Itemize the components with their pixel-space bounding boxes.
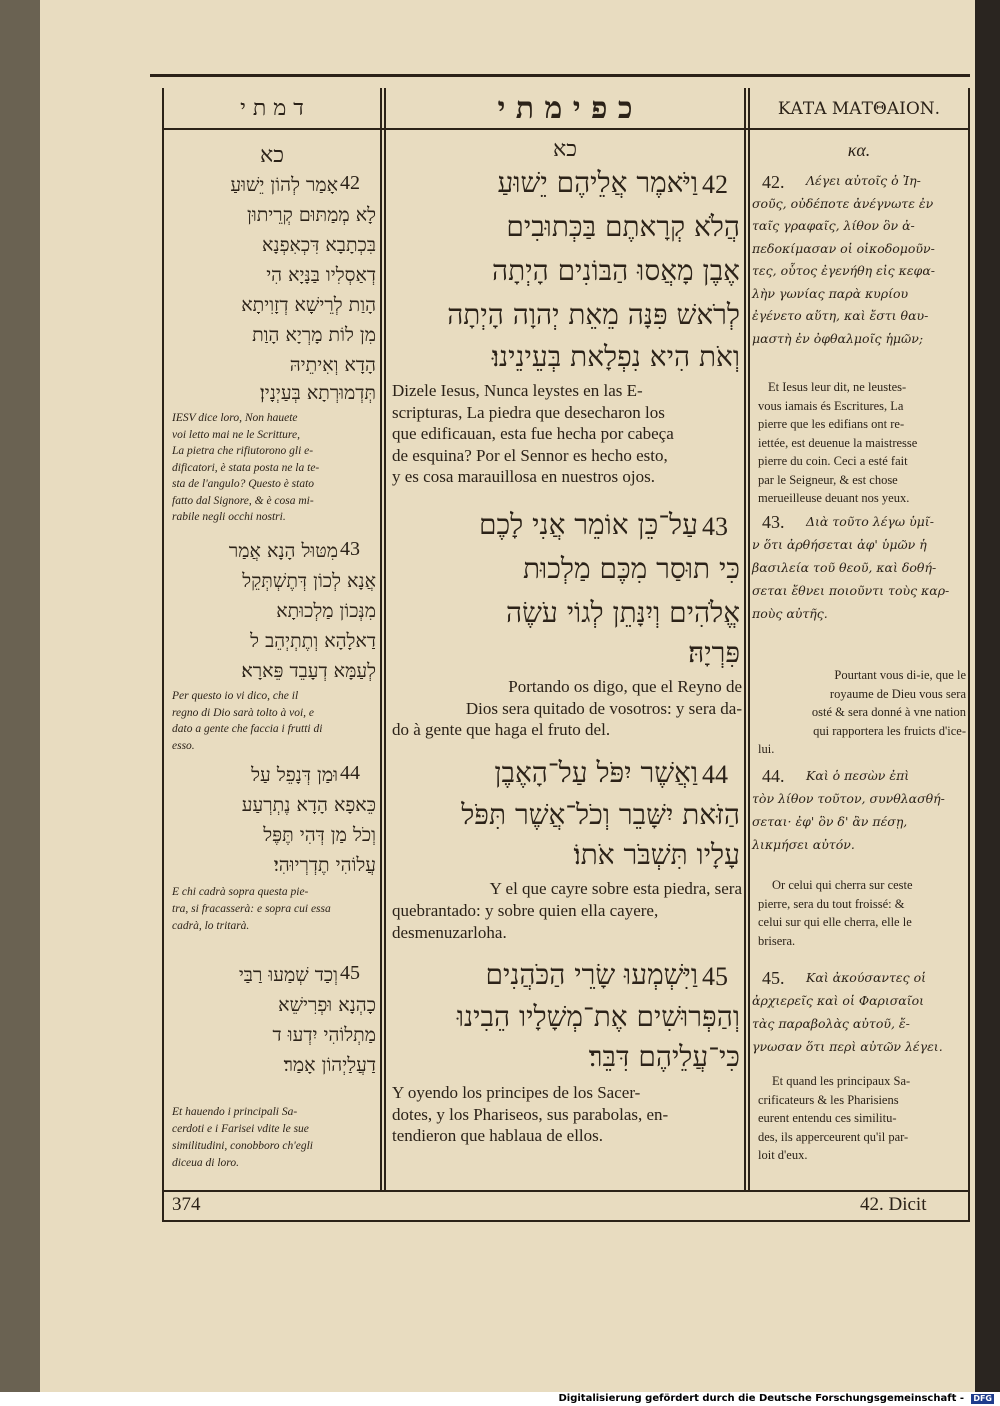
french-translation-42 [758, 378, 966, 508]
hebrew-line: וַיִּשְׁמְעוּ שָׂרֵי הַכֹּהֲנִים [485, 958, 698, 991]
greek-line: ἀρχιερεῖς καὶ οἱ Φαρισαῖοι [752, 993, 925, 1008]
french-line: des, ils apperceurent qu'il par- [758, 1129, 909, 1144]
greek-line: τες, οὗτος ἐγενήθη εἰς κεφα- [752, 263, 935, 278]
french-line: pierre du coin. Ceci a esté fait [758, 454, 908, 468]
spanish-translation-44 [392, 878, 742, 944]
spanish-line: desmenuzarloha. [392, 923, 507, 942]
greek-line: Διὰ τοῦτο λέγω ὑμῖ- [806, 514, 934, 529]
french-line: vous iamais és Escritures, La [758, 398, 904, 413]
aramaic-line: לְעַמָּא דְעָבֵד פֵּארָא׃ [241, 660, 376, 682]
aramaic-line: הָדָא וְאִיתֵיהּ [289, 354, 376, 376]
column-rule-2 [744, 88, 746, 1192]
french-translation-44 [758, 876, 966, 950]
spanish-line: que edificauan, esta fue hecha por cabeça [392, 424, 674, 443]
greek-line: τὰς παραβολὰς αὐτοῦ, ἔ- [752, 1016, 910, 1031]
greek-translation-44 [752, 764, 966, 856]
hebrew-line: כִּי־עֲלֵיהֶם דִּבֵּר׃ [588, 1040, 740, 1073]
column-rule-left [162, 88, 164, 1222]
italian-line: E chi cadrà sopra questa pie- [172, 886, 309, 898]
aramaic-line: בִּכְתָבָא דִּכְאִפְנָא [262, 234, 376, 256]
header-aramaic: ד מ ת י [240, 96, 304, 121]
column-rule-1 [380, 88, 382, 1192]
italian-line: IESV dice loro, Non hauete [172, 412, 298, 424]
hebrew-line: וְהַפְּרוּשִׁים אֶת־מְשָׁלָיו הֵבִינוּ [456, 1000, 740, 1033]
hebrew-line: לְרֹאשׁ פִּנָּה מֵאֵת יְהוָה הָיְתָה [447, 298, 740, 331]
italian-line: dato a gente che faccia i frutti di [172, 723, 323, 735]
italian-translation-42 [172, 410, 378, 526]
italian-line: esso. [172, 739, 195, 752]
french-line: osté & sera donné à vne nation [811, 705, 966, 719]
aramaic-line: תְּדְמוּרְתָא בְּעַיְנָין׃ [259, 382, 376, 404]
greek-verse-number-43: 43. [762, 512, 785, 532]
hebrew-line: אֱלֹהִים וְיִנָּתֵן לְגוֹי עֹשֶׂה [506, 596, 740, 629]
spanish-line: Dios sera quitado de vosotros: y sera da- [465, 698, 742, 718]
french-line: Et Iesus leur dit, ne leustes- [768, 380, 907, 394]
french-translation-45 [758, 1072, 966, 1165]
greek-verse-number-44: 44. [762, 766, 785, 786]
hebrew-line: עָלָיו תִּשְׁבֹּר אֹתוֹ׃ [573, 838, 740, 871]
digitization-credit: Digitalisierung gefördert durch die Deutsche Forschungsgemeinschaft - [558, 1393, 964, 1404]
greek-line: Λέγει αὐτοῖς ὁ Ἰη- [806, 173, 921, 188]
aramaic-line: עֲלוֹהִי תֶדְרְיוּהִי׃ [273, 854, 376, 876]
greek-line: πεδοκίμασαν οἱ οἰκοδομοῦν- [752, 240, 935, 256]
greek-translation-43 [752, 510, 966, 625]
header-hebrew: כ פ י מ ת י [497, 91, 633, 126]
french-line: qui rapportera les fruicts d'ice- [813, 723, 966, 738]
aramaic-verse-number-42: 42 [340, 172, 360, 194]
greek-verse-number-42: 42. [762, 172, 785, 192]
italian-line: Per questo io vi dico, che il [172, 690, 299, 702]
spanish-translation-45 [392, 1082, 742, 1147]
french-line: brisera. [758, 933, 796, 948]
aramaic-verse-number-45: 45 [340, 962, 360, 984]
hebrew-verse-number-45: 45 [702, 962, 728, 991]
hebrew-line: כִּי תוּסַר מִכֶּם מַלְכוּת [522, 552, 740, 585]
column-rule-2b [748, 88, 750, 1192]
hebrew-line: וְאֹת הִיא נִפְלָאת בְּעֵינֵינוּ׃ [491, 340, 740, 373]
greek-verse-number-45: 45. [762, 968, 785, 988]
hebrew-line: וַיֹּאמֶר אֲלֵיהֶם יֵשׁוּעַ [497, 166, 698, 199]
greek-line: σεται ἔθνει ποιοῦντι τοὺς καρ- [752, 583, 950, 598]
italian-translation-45 [172, 1104, 378, 1172]
greek-line: λὴν γωνίας παρὰ κυρίου [752, 285, 909, 301]
greek-line: Καὶ ἀκούσαντες οἱ [806, 970, 927, 985]
bottom-rule [162, 1190, 970, 1192]
header-greek: ΚΑΤΑ ΜΑΤΘΑΙΟΝ. [777, 99, 941, 119]
italian-line: La pietra che rifiutorono gli e- [172, 445, 314, 457]
french-line: Et quand les principaux Sa- [772, 1074, 911, 1088]
hebrew-line: פִּרְיָהּ׃ [688, 636, 740, 669]
hebrew-line: הֲלֹא קְרָאתֶם בַּכְּתוּבִים [506, 210, 740, 243]
spanish-line: Y oyendo los principes de los Sacer- [392, 1083, 641, 1102]
aramaic-verse-number-44: 44 [340, 762, 360, 784]
aramaic-line: אֲנָא לְכוֹן דְּתֶשְׁתְּקֵל [242, 570, 376, 592]
aramaic-line: וְכַד שְׁמַעוּ רַבַּי [238, 964, 338, 986]
greek-line: ἐγένετο αὕτη, καὶ ἔστι θαυ- [752, 308, 929, 323]
column-rule-1b [384, 88, 386, 1192]
spanish-line: quebrantado: y sobre quien ella cayere, [392, 901, 659, 920]
book-page [40, 0, 975, 1392]
french-line: merueilleuse deuant nos yeux. [758, 491, 910, 505]
greek-line: τὸν λίθον τοῦτον, συνθλασθή- [752, 791, 945, 806]
french-line: par le Seigneur, & est chose [758, 472, 898, 487]
french-line: loit d'eux. [758, 1148, 808, 1162]
italian-translation-43 [172, 688, 378, 754]
french-line: iettée, est deuenue la maistresse [758, 435, 918, 450]
chapter-greek: κα. [847, 140, 871, 160]
aramaic-line: לָא מְמַתּוּם קְרֵיתוּן [247, 204, 376, 226]
spanish-line: Portando os digo, que el Reyno de [508, 677, 742, 696]
digitization-footer [0, 1392, 1000, 1406]
french-line: pierre que les edifians ont re- [758, 417, 905, 431]
spanish-line: scripturas, La piedra que desecharon los [392, 402, 665, 422]
italian-translation-44 [172, 884, 378, 935]
hebrew-verse-number-44: 44 [702, 760, 728, 789]
aramaic-line: דַאלָהָא וְתֶתְיְהֵב ל [250, 630, 376, 652]
french-translation-43 [758, 666, 966, 759]
italian-line: tra, si fracasserà: e sopra cui essa [172, 903, 331, 915]
scan-right-edge [975, 0, 1000, 1392]
catchword: 42. Dicit [860, 1194, 927, 1215]
aramaic-line: הָוַת לְרֵישָׁא דְזָוִיתָא [241, 294, 376, 316]
italian-line: rabile negli occhi nostri. [172, 511, 286, 523]
greek-line: ποὺς αὐτῆς. [752, 606, 828, 621]
spanish-line: dotes, y los Phariseos, sus parabolas, en- [392, 1104, 669, 1124]
italian-line: diceua di loro. [172, 1157, 239, 1169]
french-line: Pourtant vous di-ie, que le [834, 668, 966, 682]
spanish-line: y es cosa marauillosa en nuestros ojos. [392, 467, 655, 486]
hebrew-verse-number-43: 43 [702, 512, 728, 541]
aramaic-line: כֵּאפָא הָדָא נֶתְרְעַע [241, 794, 376, 816]
aramaic-line: דַעֲלַיְהוֹן אָמַר׃ [283, 1054, 376, 1076]
aramaic-line: כָהְנָא וּפְרִישֵׁא [278, 994, 376, 1016]
hebrew-line: הַזֹּאת יִשָּׁבֵר וְכֹל־אֲשֶׁר תִּפֹּל [461, 798, 740, 831]
spanish-translation-42 [392, 380, 742, 488]
aramaic-line: אָמַר לְהוֹן יֵשׁוּעַ [230, 174, 338, 196]
aramaic-line: וְכֹל מַן דְּהִי תֶּפֶּל [263, 824, 376, 846]
hebrew-verse-number-42: 42 [702, 170, 728, 199]
spanish-line: de esquina? Por el Sennor es hecho esto, [392, 445, 668, 465]
top-rule [150, 74, 970, 77]
spanish-line: Dizele Iesus, Nunca leystes en las E- [392, 381, 643, 400]
greek-line: μαστὴ ἐν ὀφθαλμοῖς ἡμῶν; [752, 330, 924, 346]
aramaic-verse-number-43: 43 [340, 538, 360, 560]
aramaic-line: מַתְלוֹהִי יִדְעוּ ד [272, 1024, 376, 1046]
greek-line: γνωσαν ὅτι περὶ αὐτῶν λέγει. [752, 1039, 943, 1054]
spanish-line: do à gente que haga el fruto del. [392, 720, 611, 739]
greek-line: βασιλεία τοῦ θεοῦ, καὶ δοθή- [752, 560, 937, 575]
italian-line: Et hauendo i principali Sa- [172, 1106, 298, 1118]
french-line: lui. [758, 742, 775, 756]
scan-left-margin [0, 0, 40, 1406]
header-rule [162, 128, 970, 130]
spanish-line: tendieron que hablaua de ellos. [392, 1126, 604, 1145]
french-line: pierre, sera du tout froissé: & [758, 896, 905, 911]
italian-line: cadrà, lo tritarà. [172, 920, 250, 932]
greek-line: Καὶ ὁ πεσὼν ἐπὶ [806, 768, 910, 783]
aramaic-line: מִן לוֹת מָרְיָא הָוַת [252, 324, 376, 346]
aramaic-line: דְאַסְלִיו בַּנָּיָא הִי [266, 264, 376, 286]
greek-line: σοῦς, οὐδέποτε ἀνέγνωτε ἐν [752, 195, 934, 211]
greek-translation-45 [752, 966, 966, 1058]
italian-line: fatto dal Signore, & è cosa mi- [172, 494, 314, 507]
aramaic-line: וּמַן דְּנָפֵל עַל [251, 764, 338, 786]
hebrew-line: עַל־כֵּן אוֹמֵר אֲנִי לָכֶם [478, 508, 698, 541]
greek-line: σεται· ἐφ' ὃν δ' ἂν πέσῃ, [752, 814, 908, 829]
hebrew-line: וַאֲשֶׁר יִפֹּל עַל־הָאֶבֶן [494, 756, 698, 789]
column-rule-right [968, 88, 970, 1222]
footer-rule [162, 1220, 970, 1222]
greek-line: λικμήσει αὐτόν. [752, 837, 855, 852]
french-line: celui sur qui elle cherra, elle le [758, 915, 912, 929]
dfg-logo: DFG [973, 1394, 992, 1403]
italian-line: cerdoti e i Farisei vdite le sue [172, 1123, 309, 1135]
french-line: eurent entendu ces similitu- [758, 1111, 897, 1125]
greek-translation-42 [752, 170, 966, 350]
spanish-line: Y el que cayre sobre esta piedra, sera [489, 879, 742, 898]
page-number: 374 [172, 1194, 201, 1215]
italian-line: voi letto mai ne le Scritture, [172, 428, 300, 441]
french-line: Or celui qui cherra sur ceste [772, 878, 913, 892]
italian-line: similitudini, conobboro ch'egli [172, 1140, 313, 1152]
greek-line: ν ὅτι ἀρθήσεται ἀφ' ὑμῶν ἡ [752, 537, 927, 552]
greek-line: ταῖς γραφαῖς, λίθον ὃν ἀ- [752, 218, 915, 233]
french-line: crificateurs & les Pharisiens [758, 1092, 899, 1107]
italian-line: dificatori, è stata posta ne la te- [172, 461, 320, 474]
aramaic-line: מִנְּכוֹן מַלְכוּתָא [276, 600, 376, 622]
italian-line: sta de l'angulo? Questo è stato [172, 478, 315, 490]
italian-line: regno di Dio sarà tolto à voi, e [172, 706, 315, 719]
spanish-translation-43 [392, 676, 742, 741]
aramaic-line: מִטּוּל הָנָא אֲמַר [228, 540, 338, 562]
hebrew-line: אֶבֶן מָאֲסוּ הַבּוֹנִים הָיְתָה [492, 254, 740, 287]
chapter-hebrew: כא [553, 137, 577, 162]
chapter-aramaic: כא [260, 143, 284, 168]
french-line: royaume de Dieu vous sera [829, 686, 966, 701]
